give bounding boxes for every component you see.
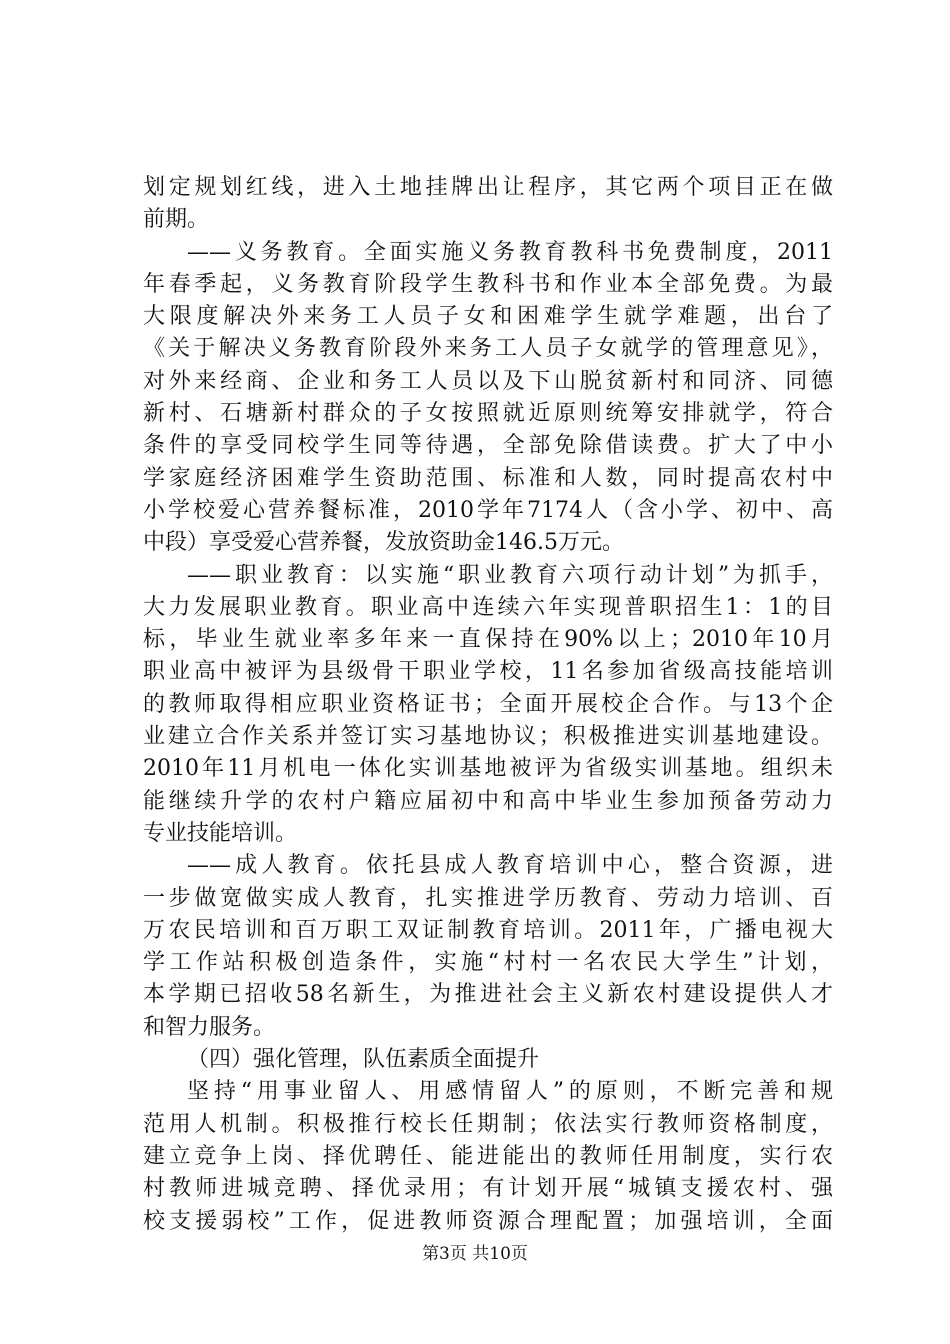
text-line: 和智力服务。 xyxy=(143,1014,276,1040)
text-line: 对外来经商、企业和务工人员以及下山脱贫新村和同济、同德 xyxy=(143,368,833,394)
page-footer: 第3页 共10页 xyxy=(422,1244,528,1264)
text-line: 新村、石塘新村群众的子女按照就近原则统筹安排就学，符合 xyxy=(143,401,833,427)
text-line: 万农民培训和百万职工双证制教育培训。2011年，广播电视大 xyxy=(143,917,833,943)
text-line: 一步做宽做实成人教育，扎实推进学历教育、劳动力培训、百 xyxy=(143,885,833,911)
text-line: 的教师取得相应职业资格证书；全面开展校企合作。与13个企 xyxy=(143,691,833,717)
text-line: ——成人教育。依托县成人教育培训中心，整合资源，进 xyxy=(187,853,833,879)
text-line: （四）强化管理，队伍素质全面提升 xyxy=(187,1047,540,1073)
text-line: 专业技能培训。 xyxy=(143,820,298,846)
text-line: ——义务教育。全面实施义务教育教科书免费制度，2011 xyxy=(187,239,833,265)
text-line: 大力发展职业教育。职业高中连续六年实现普职招生1：1的目 xyxy=(143,594,833,620)
text-line: 业建立合作关系并签订实习基地协议；积极推进实训基地建设。 xyxy=(143,724,833,750)
text-line: 职业高中被评为县级骨干职业学校，11名参加省级高技能培训 xyxy=(143,659,833,685)
text-line: 建立竞争上岗、择优聘任、能进能出的教师任用制度，实行农 xyxy=(143,1143,833,1169)
text-line: 坚持“用事业留人、用感情留人”的原则，不断完善和规 xyxy=(187,1079,833,1105)
text-line: 村教师进城竞聘、择优录用；有计划开展“城镇支援农村、强 xyxy=(143,1176,833,1202)
text-line: ——职业教育：以实施“职业教育六项行动计划”为抓手， xyxy=(187,562,833,588)
text-line: 年春季起，义务教育阶段学生教科书和作业本全部免费。为最 xyxy=(143,271,833,297)
text-line: 2010年11月机电一体化实训基地被评为省级实训基地。组织未 xyxy=(143,756,833,782)
text-line: 校支援弱校”工作，促进教师资源合理配置；加强培训，全面 xyxy=(143,1208,833,1234)
text-line: 条件的享受同校学生同等待遇，全部免除借读费。扩大了中小 xyxy=(143,433,833,459)
text-line: 前期。 xyxy=(143,207,210,233)
document-body xyxy=(143,172,833,1238)
text-line: 《关于解决义务教育阶段外来务工人员子女就学的管理意见》， xyxy=(143,336,833,362)
text-line: 学家庭经济困难学生资助范围、标准和人数，同时提高农村中 xyxy=(143,465,833,491)
text-line: 标，毕业生就业率多年来一直保持在90%以上；2010年10月 xyxy=(143,627,833,653)
text-line: 学工作站积极创造条件，实施“村村一名农民大学生”计划， xyxy=(143,950,833,976)
text-line: 本学期已招收58名新生，为推进社会主义新农村建设提供人才 xyxy=(143,982,833,1008)
text-line: 能继续升学的农村户籍应届初中和高中毕业生参加预备劳动力 xyxy=(143,788,833,814)
text-line: 大限度解决外来务工人员子女和困难学生就学难题，出台了 xyxy=(143,304,833,330)
text-line: 划定规划红线，进入土地挂牌出让程序，其它两个项目正在做 xyxy=(143,175,833,200)
text-line: 中段）享受爱心营养餐，发放资助金146.5万元。 xyxy=(143,530,624,556)
text-line: 范用人机制。积极推行校长任期制；依法实行教师资格制度， xyxy=(143,1111,833,1137)
text-line: 小学校爱心营养餐标准，2010学年7174人（含小学、初中、高 xyxy=(143,497,833,523)
